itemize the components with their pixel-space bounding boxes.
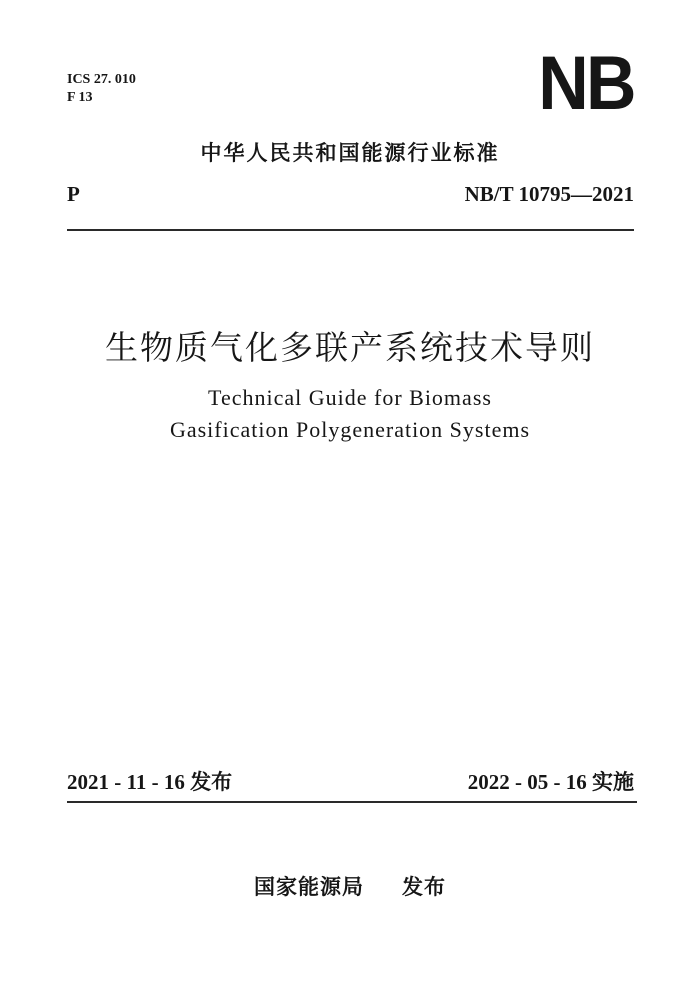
title-english-line-2: Gasification Polygeneration Systems: [169, 417, 531, 442]
bottom-divider: [67, 801, 637, 803]
ccs-code: F 13: [67, 90, 93, 105]
issue-date-block: [67, 768, 232, 796]
title-english-line-1: Technical Guide for Biomass: [208, 385, 492, 410]
publisher-block: [0, 873, 700, 901]
issue-date: 2021 - 11 - 16: [67, 770, 185, 794]
title-chinese: 生物质气化多联产系统技术导则: [105, 328, 595, 367]
publisher-name: 国家能源局: [254, 875, 364, 899]
issue-label: 发布: [190, 770, 233, 794]
standard-number: NB/T 10795—2021: [464, 182, 634, 206]
top-divider: [67, 229, 634, 231]
implement-label: 实施: [592, 770, 634, 794]
implement-date-block: [468, 768, 634, 796]
publisher-action: 发布: [402, 875, 446, 899]
nb-logo: NB: [538, 41, 634, 126]
issuer-title: 中华人民共和国能源行业标准: [200, 141, 500, 165]
category-code: P: [67, 182, 80, 206]
implement-date: 2022 - 05 - 16: [467, 770, 587, 794]
ics-code: ICS 27. 010: [67, 72, 136, 87]
